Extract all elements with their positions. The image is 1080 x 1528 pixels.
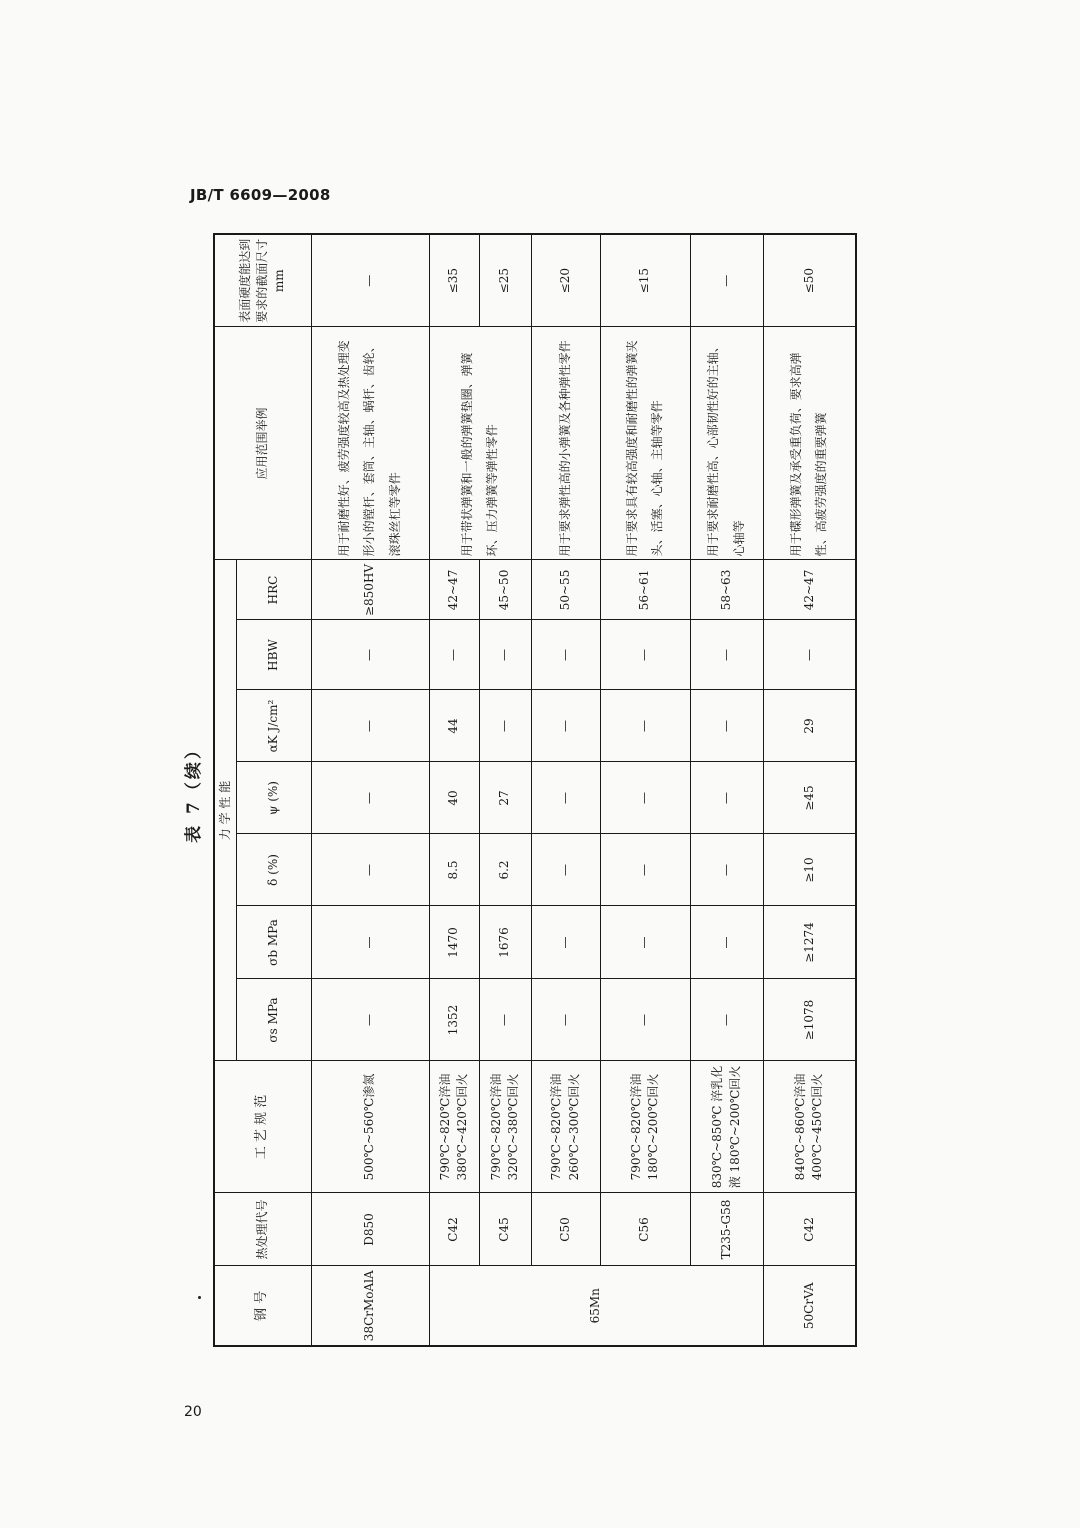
cell-psi: — <box>531 762 600 834</box>
cell-process: 790℃~820℃淬油 380℃~420℃回火 <box>429 1061 479 1193</box>
cell-psi: 40 <box>429 762 479 834</box>
col-hrc: HRC <box>236 560 311 620</box>
cell-sigma-s: — <box>690 979 763 1061</box>
cell-hrc: 58~63 <box>690 560 763 620</box>
cell-process: 840℃~860℃淬油 400℃~450℃回火 <box>763 1061 856 1193</box>
standard-code: JB/T 6609—2008 <box>190 186 331 204</box>
col-process: 工 艺 规 范 <box>214 1061 311 1193</box>
cell-psi: 27 <box>479 762 531 834</box>
col-ht-code: 热处理代号 <box>214 1193 311 1266</box>
table-caption: 表 7（续） <box>184 739 204 843</box>
cell-size: ≤20 <box>531 234 600 327</box>
cell-hrc: 42~47 <box>429 560 479 620</box>
cell-steel: 65Mn <box>429 1266 763 1346</box>
cell-size: ≤35 <box>429 234 479 327</box>
cell-sigma-s: — <box>479 979 531 1061</box>
cell-hrc: ≥850HV <box>311 560 429 620</box>
cell-size: ≤25 <box>479 234 531 327</box>
cell-ak: — <box>690 690 763 762</box>
cell-hrc: 42~47 <box>763 560 856 620</box>
cell-hrc: 50~55 <box>531 560 600 620</box>
cell-sigma-s: ≥1078 <box>763 979 856 1061</box>
page-number: 20 <box>184 1404 202 1420</box>
cell-sigma-b: 1676 <box>479 906 531 979</box>
table-row <box>600 234 690 1346</box>
cell-code: D850 <box>311 1193 429 1266</box>
cell-ak: 29 <box>763 690 856 762</box>
cell-sigma-s: — <box>600 979 690 1061</box>
cell-code: C45 <box>479 1193 531 1266</box>
col-size: 表面硬度能达到要求的截面尺寸 mm <box>214 234 311 327</box>
cell-hbw: — <box>479 620 531 690</box>
rotated-table-block <box>184 235 855 1347</box>
table-row <box>690 234 763 1346</box>
cell-code: C42 <box>763 1193 856 1266</box>
cell-hbw: — <box>311 620 429 690</box>
cell-process: 500℃~560℃渗氮 <box>311 1061 429 1193</box>
heat-treatment-table <box>213 233 857 1347</box>
cell-code: C56 <box>600 1193 690 1266</box>
col-hbw: HBW <box>236 620 311 690</box>
cell-process: 790℃~820℃淬油 180℃~200℃回火 <box>600 1061 690 1193</box>
cell-hbw: — <box>763 620 856 690</box>
cell-process: 790℃~820℃淬油 320℃~380℃回火 <box>479 1061 531 1193</box>
cell-size: ≤50 <box>763 234 856 327</box>
cell-steel: 38CrMoAlA <box>311 1266 429 1346</box>
cell-sigma-b: ≥1274 <box>763 906 856 979</box>
cell-ak: — <box>311 690 429 762</box>
cell-sigma-b: — <box>600 906 690 979</box>
cell-application: 用于要求弹性高的小弹簧及各种弹性零件 <box>531 327 600 560</box>
cell-sigma-s: — <box>311 979 429 1061</box>
cell-delta: — <box>531 834 600 906</box>
cell-code: C42 <box>429 1193 479 1266</box>
cell-process: 790℃~820℃淬油 260℃~300℃回火 <box>531 1061 600 1193</box>
cell-psi: — <box>690 762 763 834</box>
cell-application: 用于带状弹簧和一般的弹簧垫圈、弹簧环、压力弹簧等弹性零件 <box>429 327 531 560</box>
cell-hbw: — <box>600 620 690 690</box>
cell-code: C50 <box>531 1193 600 1266</box>
cell-process: 830℃~850℃ 淬乳化液 180℃~200℃回火 <box>690 1061 763 1193</box>
cell-hrc: 45~50 <box>479 560 531 620</box>
cell-ak: — <box>600 690 690 762</box>
cell-hbw: — <box>690 620 763 690</box>
cell-delta: — <box>690 834 763 906</box>
cell-size: — <box>690 234 763 327</box>
col-mech-group: 力 学 性 能 <box>214 560 236 1061</box>
cell-size: ≤15 <box>600 234 690 327</box>
cell-hrc: 56~61 <box>600 560 690 620</box>
cell-application: 用于耐磨性好、疲劳强度较高及热处理变形小的镗杆、套筒、主轴、蜗杆、齿轮、滚珠丝杠等零件 <box>311 327 429 560</box>
table-row <box>311 234 429 1346</box>
cell-ak: 44 <box>429 690 479 762</box>
cell-sigma-s: — <box>531 979 600 1061</box>
cell-application: 用于要求具有较高强度和耐磨性的弹簧夹头、活塞、心轴、主轴等零件 <box>600 327 690 560</box>
cell-psi: — <box>600 762 690 834</box>
cell-application: 用于碟形弹簧及承受重负荷、要求高弹性、高疲劳强度的重要弹簧 <box>763 327 856 560</box>
cell-sigma-b: — <box>531 906 600 979</box>
col-sigma-b: σb MPa <box>236 906 311 979</box>
cell-psi: — <box>311 762 429 834</box>
cell-sigma-b: — <box>311 906 429 979</box>
cell-delta: — <box>311 834 429 906</box>
cell-size: — <box>311 234 429 327</box>
col-steel: 钢 号 <box>214 1266 311 1346</box>
cell-steel: 50CrVA <box>763 1266 856 1346</box>
cell-delta: 6.2 <box>479 834 531 906</box>
cell-delta: ≥10 <box>763 834 856 906</box>
col-sigma-s: σs MPa <box>236 979 311 1061</box>
cell-ak: — <box>479 690 531 762</box>
cell-delta: — <box>600 834 690 906</box>
cell-sigma-b: — <box>690 906 763 979</box>
cell-application: 用于要求耐磨性高、心部韧性好的主轴、心轴等 <box>690 327 763 560</box>
col-psi: ψ (%) <box>236 762 311 834</box>
cell-psi: ≥45 <box>763 762 856 834</box>
cell-hbw: — <box>531 620 600 690</box>
cell-delta: 8.5 <box>429 834 479 906</box>
table-row <box>429 234 479 1346</box>
col-application: 应用范围举例 <box>214 327 311 560</box>
cell-hbw: — <box>429 620 479 690</box>
table-row <box>763 234 856 1346</box>
cell-sigma-s: 1352 <box>429 979 479 1061</box>
table-row <box>531 234 600 1346</box>
col-alpha-k: αK J/cm² <box>236 690 311 762</box>
cell-sigma-b: 1470 <box>429 906 479 979</box>
cell-code: T235-G58 <box>690 1193 763 1266</box>
col-delta: δ (%) <box>236 834 311 906</box>
cell-ak: — <box>531 690 600 762</box>
